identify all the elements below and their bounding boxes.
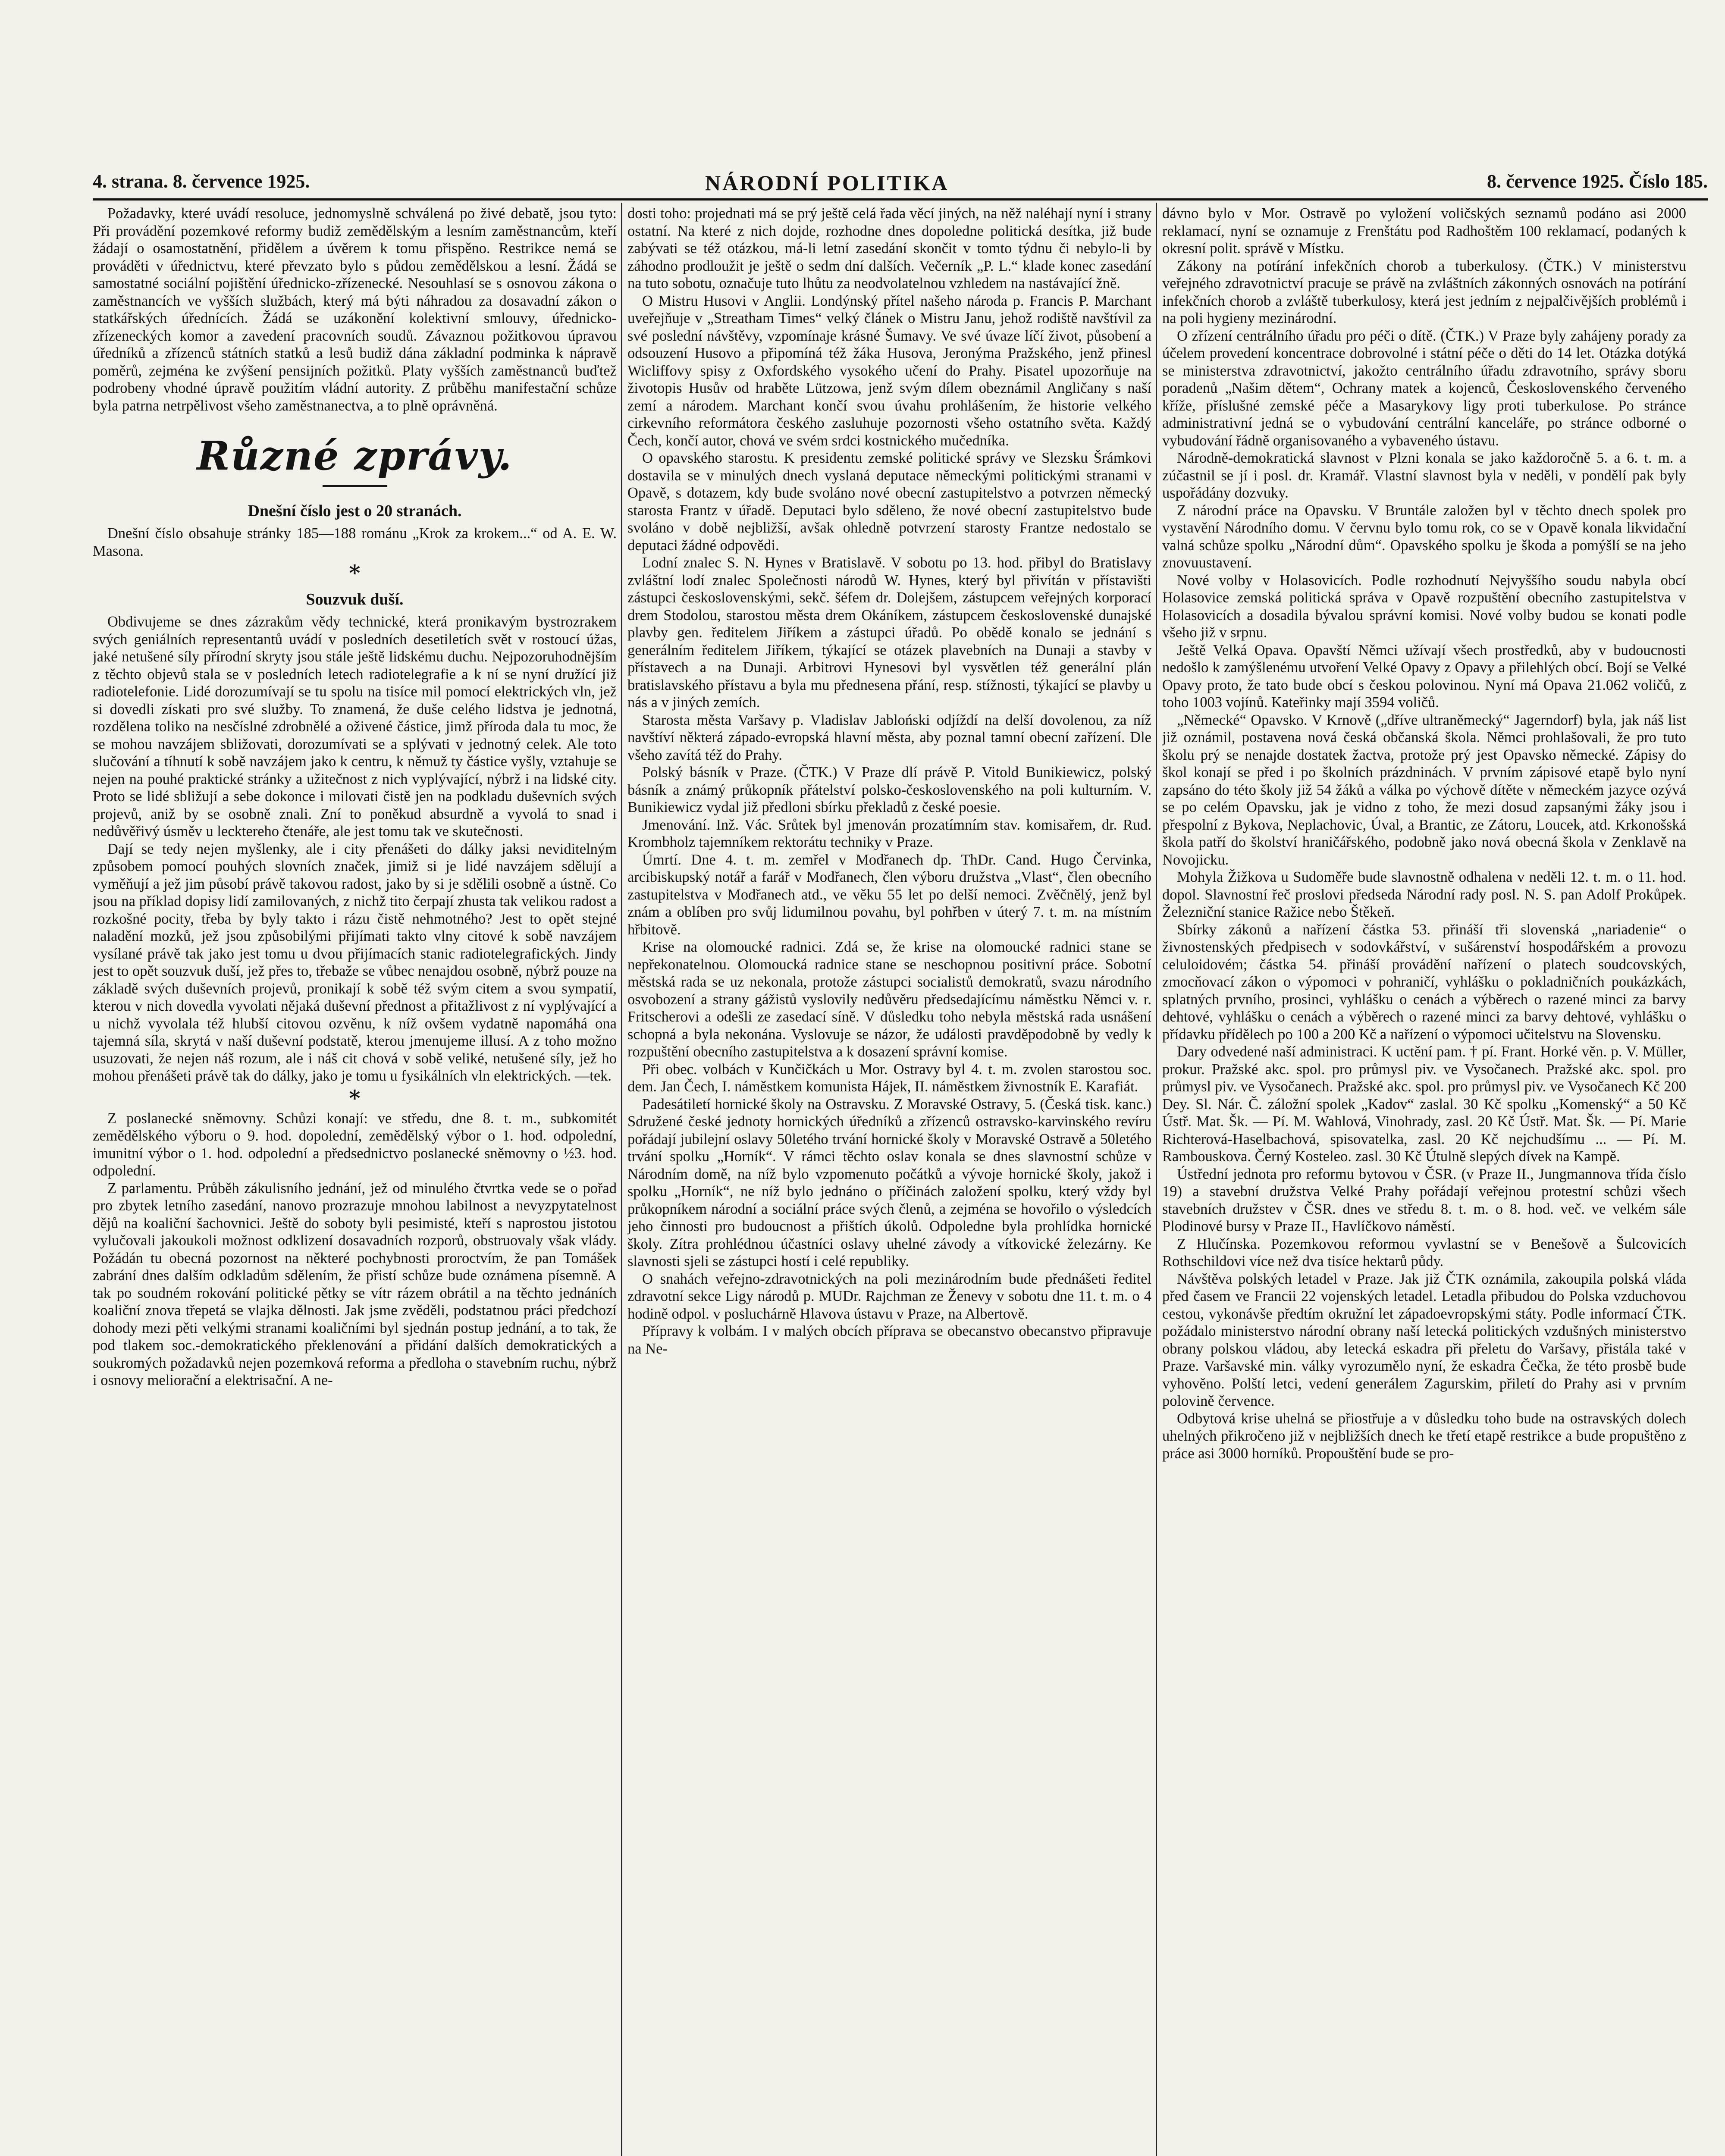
news-item: Z Hlučínska. Pozemkovou reformou vyvlastní se v Benešově a Šulcovicích Rothschildovi více než dva tisíce hektarů půdy. <box>1162 1235 1686 1269</box>
news-item: Odbytová krise uhelná se přiostřuje a v důsledku toho bude na ostravských dolech uhelných přikročeno již v nejbližších dnech ke třetí etapě restrikce a bude propuštěno z práce asi 3000 horníků. Propouštění bude se pro- <box>1162 1410 1686 1462</box>
column-divider <box>621 203 622 2156</box>
news-item: Z parlamentu. Průběh zákulisního jednání, jež od minulého čtvrtka vede se o pořad pro zbytek letního zasedání, nanovo prozrazuje mnohou labilnost a nevyzpytatelnost dějů na koaliční šachovnici. Ještě do soboty byli pesimisté, kteří s naprostou jistotou vylučovali jakoukoli možnost odklizení dosavadních rozporů, obstruovaly však vlády. Požádán tu obecná pozornost na některé pochybnosti proroctvím, že pan Tomášek zabrání dnes dalším odkladům sdělením, že přistí schůze bude oznámena písemně. A tak po soudném rokování politické pětky se vítr rázem obrátil a na těchto jednáních koaliční znova třepetá se vlajka dělnosti. Jak jsme zvěděli, podstatnou práci předchozí dohody mezi pěti velkými stranami koaličními byl sjednán postup jednání, a to tak, že pod tlakem soc.-demokratického překlenování a přidání dalších demokratických a soukromých požadavků nejen pozemková reforma a předloha o stavebním ruchu, nýbrž i osnovy meliorační a elektrisační. A ne- <box>93 1180 617 1388</box>
news-item: Nové volby v Holasovicích. Podle rozhodnutí Nejvyššího soudu nabyla obcí Holasovice zemská politická správa v Opavě rozpuštění obecního zastupitelstva v Holasovicích a dosadila bývalou správní komisi. Nové volby budou se konati podle všeho již v srpnu. <box>1162 572 1686 641</box>
page-header <box>93 170 1723 196</box>
news-item: Jmenování. Inž. Vác. Srůtek byl jmenován prozatímním stav. komisařem, dr. Rud. Krombholz tajemníkem rektorátu techniky v Praze. <box>627 816 1151 850</box>
column-1 <box>93 205 617 2156</box>
news-item: Lodní znalec S. N. Hynes v Bratislavě. V sobotu po 13. hod. přibyl do Bratislavy zvláštní lodí znalec Společnosti národů W. Hynes, který byl přivítán v přístavišti zástupci československými, sekč. šéfem dr. Dolejšem, zástupcem veřejných korporací drem Stodolou, starostou města drem Okáníkem, zástupcem československé dunajské plavby gen. ředitelem Jiříkem a zástupci úřadů. Po obědě konalo se jednání s generálním ředitelem Jiříkem, týkající se otázek plavebních na Dunaji a stavby v přístavech a na Dunaji. Arbitrovi Hynesovi byl vysvětlen též generální plán bratislavského přístavu a byla mu přednesena přání, resp. stížnosti, týkající se plavby u nás a v jiných zemích. <box>627 555 1151 711</box>
news-item: Starosta města Varšavy p. Vladislav Jabloński odjíždí na delší dovolenou, za níž navštíví některá západo-evropská hlavní města, aby poznal tamní obecní zařízení. Dle všeho zavítá též do Prahy. <box>627 711 1151 763</box>
news-item: O snahách veřejno-zdravotnických na poli mezinárodním bude přednášeti ředitel zdravotní sekce Ligy národů p. MUDr. Rajchman ze Ženevy v sobotu dne 11. t. m. o 4 hodině odpol. v posluchárně Hlavova ústavu v Praze, na Albertově. <box>627 1270 1151 1322</box>
news-item: „Německé“ Opavsko. V Krnově („dříve ultraněmecký“ Jagerndorf) byla, jak náš list již oznámil, postavena nová česká občanská škola. Němci prohlašovali, že pro tuto školu prý se nenajde dostatek žactva, protože prý jest Opavsko německé. Zápisy do škol konají se před i po školních prázdninách. V prvním zápisové etapě bylo nyní zapsáno do této školy již 54 žáků a válka po výchově dítěte v německém jazyce ozývá se po celém Opavsku, jak je vidno z toho, že mezi dosud zapsanými žáky jsou i přespolní z Bykova, Neplachovic, Úval, a Brantic, ze Zátoru, Loucek, atd. Krkonošská škola patří do školství hraničářského, podobně jako nová obecná škola v Zenklavě na Novojicku. <box>1162 711 1686 868</box>
masthead-title: NÁRODNÍ POLITIKA <box>705 171 949 195</box>
news-item: Úmrtí. Dne 4. t. m. zemřel v Modřanech dp. ThDr. Cand. Hugo Červinka, arcibiskupský notář a farář v Modřanech, člen výboru družstva „Vlast“, člen obecního zastupitelstva v Modřanech atd., ve věku 55 let po delší nemoci. Zvěčnělý, jenž byl znám a oblíben pro svůj lidumilnou povahu, byl pohřben v úterý 7. t. m. na místním hřbitově. <box>627 851 1151 938</box>
news-item: O zřízení centrálního úřadu pro péči o dítě. (ČTK.) V Praze byly zahájeny porady za účelem provedení koncentrace dobrovolné i státní péče o děti do 14 let. Otázka dotýká se ministerstva zdravotnictví, jakožto centrálního úřadu zdravotního, správy sboru poradenů „Našim dětem“, Ochrany matek a kojenců, Československého červeného kříže, příslušné zemské péče a Masarykovy ligy proti tuberkulose. Po stránce administrativní jedná se o vybudování centrální kanceláře, po stránce odborné o vybudování řádně organisovaného a vybaveného ústavu. <box>1162 327 1686 449</box>
news-item: Z národní práce na Opavsku. V Bruntále založen byl v těchto dnech spolek pro vystavění Národního domu. V červnu bylo tomu rok, co se v Opavě konala likvidační valná schůze spolku „Národní dům“. Opavského spolku je škoda a pomýšlí se na jeho znovuustavení. <box>1162 502 1686 571</box>
header-date-issue: 8. července 1925. Číslo 185. <box>1487 171 1708 192</box>
news-item: Přípravy k volbám. I v malých obcích příprava se obecanstvo obecanstvo připravuje na Ne- <box>627 1323 1151 1357</box>
section-rule <box>323 485 387 487</box>
news-item: Ústřední jednota pro reformu bytovou v ČSR. (v Praze II., Jungmannova třída číslo 19) a stavební družstva Velké Prahy pořádají veřejnou protestní schůzi všech stavebních družstev v ČSR. dnes ve středu 8. t. m. o 8. hod. več. ve velkém sále Plodinové bursy v Praze II., Havlíčkovo náměstí. <box>1162 1166 1686 1235</box>
news-item: Z poslanecké sněmovny. Schůzi konají: ve středu, dne 8. t. m., subkomitét zemědělského výboru o 9. hod. dopolední, zemědělský výbor o 1. hod. odpolední, imunitní výbor o 1. hod. odpolední a předsednictvo poslanecké sněmovny o ½3. hod. odpolední. <box>93 1110 617 1179</box>
news-item: Mohyla Žižkova u Sudoměře bude slavnostně odhalena v neděli 12. t. m. o 11. hod. dopol. Slavnostní řeč proslovi předseda Národní rady posl. N. S. pan Adolf Prokůpek. Železniční stanice Ražice nebo Štěkeň. <box>1162 869 1686 920</box>
news-item: dávno bylo v Mor. Ostravě po vyložení voličských seznamů podáno asi 2000 reklamací, nyní se oznamuje z Frenštátu pod Radhoštěm 100 reklamací, podaných k okresní polit. správě v Místku. <box>1162 205 1686 257</box>
column-divider <box>1156 203 1157 2156</box>
news-item: Polský básník v Praze. (ČTK.) V Praze dlí právě P. Vitold Bunikiewicz, polský básník a známý průkopník přátelství polsko-československého na poli kulturním. V. Bunikiewicz vydal již předloni sbírku překladů z české poesie. <box>627 764 1151 815</box>
header-rule <box>93 198 1708 201</box>
news-item: Národně-demokratická slavnost v Plzni konala se jako každoročně 5. a 6. t. m. a zúčastnil se jí i posl. dr. Kramář. Vlastní slavnost byla v neděli, v pondělí pak byly uspořádány dozvuky. <box>1162 450 1686 501</box>
news-item: Návštěva polských letadel v Praze. Jak již ČTK oznámila, zakoupila polská vláda před časem ve Francii 22 vojenských letadel. Letadla přibudou do Polska vzduchovou cestou, vykonávše předtím okružní let západoevropskými státy. Podle informací ČTK. požádalo ministerstvo národní obrany naší letecká politických vzdušných ministerstvo obrany polskou vládou, aby letecká eskadra při přeletu do Varšavy, přistála také v Praze. Varšavské min. války vyrozumělo nyní, že eskadra Čečka, že této prosbě bude vyhověno. Polští letci, vedení generálem Zagurskim, přiletí do Prahy asi v prvním polovině července. <box>1162 1270 1686 1409</box>
news-item: Sbírky zákonů a nařízení částka 53. přináší tři slovenská „nariadenie“ o živnostenských předpisech v sodovkářství, v sušárenství hospodářském a provozu celuloidovém; částka 54. přináší provádění nařízení o platech soudcovských, zmocňovací zákon o výpomoci v pohraničí, vyhlášku o pokladničních poukázkách, splatných prvního, prosinci, vyhlášku o cenách a výběrech o razené minci za barvy dehtové, vyhlášku o cenách a výběrech o razené minci za barvy dehtové, vyhlášku o přídavku přídělech po 100 a 200 Kč a nařízení o výpomoci učitelstvu na Slovensku. <box>1162 921 1686 1043</box>
news-item: Ještě Velká Opava. Opavští Němci užívají všech prostředků, aby v budoucnosti nedošlo k zamýšlenému utvoření Velké Opavy z Opavy a přilehlých obcí. Bojí se Velké Opavy proto, že tato bude obcí s českou polovinou. Nyní má Opava 21.062 voličů, z toho 1003 vojínů. Kateřinky mají 3594 voličů. <box>1162 642 1686 711</box>
notice-heading: Dnešní číslo jest o 20 stranách. <box>248 502 462 520</box>
separator-star: * <box>349 1085 361 1111</box>
column-2 <box>627 205 1151 2156</box>
news-item: dosti toho: projednati má se prý ještě celá řada věcí jiných, na něž naléhají nyní i strany ostatní. Na které z nich dojde, rozhodne dnes dopoledne politická desítka, již bude zabývati se též otázkou, má-li letní zasedání skončit v tomto týdnu či nebylo-li by záhodno prodloužit je ještě o sedm dní dalších. Večerník „P. L.“ klade konec zasedání na tuto sobotu, označuje tuto lhůtu za neodvolatelnou vzhledem na nastávající žně. <box>627 205 1151 291</box>
feuilleton-heading: Souzvuk duší. <box>306 590 404 608</box>
article-paragraph: Dají se tedy nejen myšlenky, ale i city přenášeti do dálky jaksi neviditelným způsobem pomocí pouhých slovních značek, jimiž si je lidé navzájem sdělují a vyměňují a jež jim působí právě takovou radost, jako by si je sdělili osobně a ústně. Co jsou na příklad dopisy lidí zamilovaných, z nichž tito čerpají zhusta tak velikou radost a rozkošné pocity, třeba by byly takto i rázu čistě nehmotného? Jest to opět stejné naladění mozků, jež jsou způsobilými přijímati takto vlny citové k sobě navzájem vysílané právě tak jako jest tomu u dvou přijímacích stanic radiotelegrafických. Jindy jest to opět souzvuk duší, jež přes to, třebaže se vůbec nenajdou osobně, nýbrž pouze na základě svých duševních projevů, pronikají k sobě též svým citem a svou sympatií, kterou v nich dovedla vyvolati nějaká duševní přednost a přitažlivost z ní vyplývající a u nichž vyvolala též hlubší citovou ozvěnu, k níž ovšem vydatně napomáhá ona tajemná síla, skrytá v naší duševní podstatě, kterou jmenujeme illusí. A z toho možno usuzovati, že nejen náš rozum, ale i náš cit chová v sobě veliké, netušené síly, jež ho mohou přenášeti právě tak do dálky, jako je tomu u fysikálních vln elektrických. —tek. <box>93 840 617 1084</box>
header-page-date: 4. strana. 8. července 1925. <box>93 171 310 192</box>
column-3 <box>1162 205 1686 2156</box>
news-item: Krise na olomoucké radnici. Zdá se, že krise na olomoucké radnici stane se nepřekonatelnou. Olomoucká radnice stane se neschopnou positivní práce. Sobotní městská rada se uz nekonala, protože zástupci socialistů demokratů, svazu národního osvobození a strany gážistů vyslovily nedůvěru předsedajícímu náměstku Němci v. r. Fritscherovi a odešli ze zasedací síně. V důsledku toho nebyla městská rada usnášení schopná a byla nekonána. Vyslovuje se názor, že události pravděpodobně by vedly k rozpuštění obecního zastupitelstva a k dosazení správní komise. <box>627 939 1151 1060</box>
section-title: Různé zprávy. <box>197 432 513 479</box>
separator-star: * <box>349 560 361 586</box>
news-item: O opavského starostu. K presidentu zemské politické správy ve Slezsku Šrámkovi dostavila se v minulých dnech vyslaná deputace německými politickými stranami v Opavě, s dotazem, kdy bude svoláno nové obecní zastupitelstvo a potvrzen německý starosta Frantz v úřadě. Deputaci bylo sděleno, že nové obecní zastupitelstvo bude svoláno v době nejbližší, avšak ohledně potvrzení starosty Frantze nedostalo se deputaci žádné odpovědi. <box>627 450 1151 554</box>
article-paragraph: Požadavky, které uvádí resoluce, jednomyslně schválená po živé debatě, jsou tyto: Při provádění pozemkové reformy budiž zemědělským a lesním zaměstnancům, kteří žádají o osamostatnění, přidělem a úvěrem k tomu přispěno. Restrikce nemá se prováděti v úřednictvu, které převzato bylo s půdou zemědělskou a lesní. Žádá se samostatné sociální pojištění úřednicko-zřízenecké. Nesouhlasí se s osnovou zákona o zaměstnancích ve vyšších službách, který má býti náhradou za dosavadní zákon o statkářských úřednících. Žádá se uzákonění kolektivní smlouvy, úřednicko-zřízeneckých komor a zavedení pracovních soudů. Závaznou požitkovou úpravou úředníků a zřízenců státních statků a lesů budiž dána základní podminka k nápravě poměrů, zejména ke zvýšení pensijních požitků. Platy vyšších zaměstnanců buďtež podrobeny vhodné úpravě použitím vládní autority. Z průběhu manifestační schůze byla patrna netrpělivost všeho zaměstnanectva, a to plně oprávněná. <box>93 205 617 414</box>
article-paragraph: Obdivujeme se dnes zázrakům vědy technické, která pronikavým bystrozrakem svých geniálních representantů uvádí v posledních desetiletích svět v rostoucí úžas, jaké netušené síly přírodní skryty jsou stále ještě lidskému duchu. Nejpozoruhodnějším z těchto objevů stala se v posledních letech radiotelegrafie a k ní se nyní družící již radiotelefonie. Lidé dorozumívají se tu spolu na tisíce mil pomocí elektrických vln, jež si dovedli získati pro své služby. To znamená, že duše celého lidstva je jednotná, rozdělena toliko na nesčíslné zdrobnělé a oživené částice, jimž příroda dala tu moc, že se mohou navzájem sbližovati, dorozumívati se a splývati v jednotný celek. Ale toto slučování a tíhnutí k sobě navzájem jako k centru, k němuž ty částice vyšly, vztahuje se nejen na pouhé praktické stránky a užitečnost z nich vyplývající, nýbrž i na lidské city. Proto se lidé sbližují a sebe dokonce i milovati čistě jen na podkladu duševních svých projevů, aniž by se osobně znali. Zní to poněkud absurdně a vyvolá to snad i nedůvěřivý úsměv u lecktereho čtenáře, ale jest tomu tak ve skutečnosti. <box>93 614 617 840</box>
news-item: Dary odvedené naší administraci. K uctění pam. † pí. Frant. Horké věn. p. V. Müller, prokur. Pražské akc. spol. pro průmysl piv. ve Vysočanech. Pražské akc. spol. pro průmysl piv. ve Vysočanech. Pražské akc. spol. pro průmysl piv. ve Vysočanech Kč 200 Dey. Sl. Nár. Č. záložní spolek „Kadov“ zaslal. 30 Kč spolku „Komenský“ a 50 Kč Ústř. Mat. Šk. — Pí. M. Wahlová, Vinohrady, zasl. 20 Kč Ústř. Mat. Šk. — Pí. Marie Richterová-Haselbachová, spisovatelka, zasl. 20 Kč nejchudšímu ... — Pí. M. Rambouskova. Černý Kosteleo. zasl. 30 Kč Útulně slepých dívek na Kampě. <box>1162 1044 1686 1165</box>
notice-paragraph: Dnešní číslo obsahuje stránky 185—188 románu „Krok za krokem...“ od A. E. W. Masona. <box>93 525 617 559</box>
news-item: Zákony na potírání infekčních chorob a tuberkulosy. (ČTK.) V ministerstvu veřejného zdravotnictví pracuje se právě na zvláštních zákonných osnovách na potírání infekčních chorob a zvláště tuberkulosy, která jest jedním z nejpalčivějších problémů i na poli hygieny mezinárodní. <box>1162 257 1686 326</box>
news-item: Padesátiletí hornické školy na Ostravsku. Z Moravské Ostravy, 5. (Česká tisk. kanc.) Sdružené české jednoty hornických úředníků a zřízenců ostravsko-karvinského revíru pořádají jubilejní oslavy 50letého trvání hornické školy v Moravské Ostravě a 50letého trvání spolku „Horník“. V rámci těchto oslav konala se dnes slavnostní schůze v Národním domě, na níž bylo vzpomenuto počátků a vývoje hornické školy, jakož i spolku „Horník“, ne níž bylo jednáno o příčinách založení spolku, který vždy byl průkopníkem národní a sociální práce svých členů, a zejména se hovořilo o výsledcích jeho činnosti pro budoucnost a přištích úkolů. Odpoledne byla prohlídka hornické školy. Zítra prohlédnou účastníci oslavy uhelné závody a vítkovické železárny. Ke slavnosti sjeli se zástupci hostí i celé republiky. <box>627 1096 1151 1269</box>
news-item: Při obec. volbách v Kunčičkách u Mor. Ostravy byl 4. t. m. zvolen starostou soc. dem. Jan Čech, I. náměstkem komunista Hájek, II. náměstkem živnostník E. Karafiát. <box>627 1061 1151 1095</box>
news-item: O Mistru Husovi v Anglii. Londýnský přítel našeho národa p. Francis P. Marchant uveřejňuje v „Streatham Times“ velký článek o Mistru Janu, jehož rodiště navštívil za své poslední návštěvy, vzpomínaje krásné Šumavy. Ve své úvaze líčí život, působení a odsouzení Husovo a připomíná též žáka Husova, Jeronýma Pražského, jenž přinesl Wicliffovy spisy z Oxfordského vysokého učení do Prahy. Pisatel upozorňuje na životopis Husův od hraběte Lützowa, jenž svým dílem obeznámil Angličany s naší zemí a národem. Marchant končí svou úvahu prohlášením, že historie velkého cirkevního reformátora českého zasluhuje pozornosti všeho ostatního světa. Každý Čech, končí autor, chová ve svém srdci kostnického mučedníka. <box>627 292 1151 449</box>
